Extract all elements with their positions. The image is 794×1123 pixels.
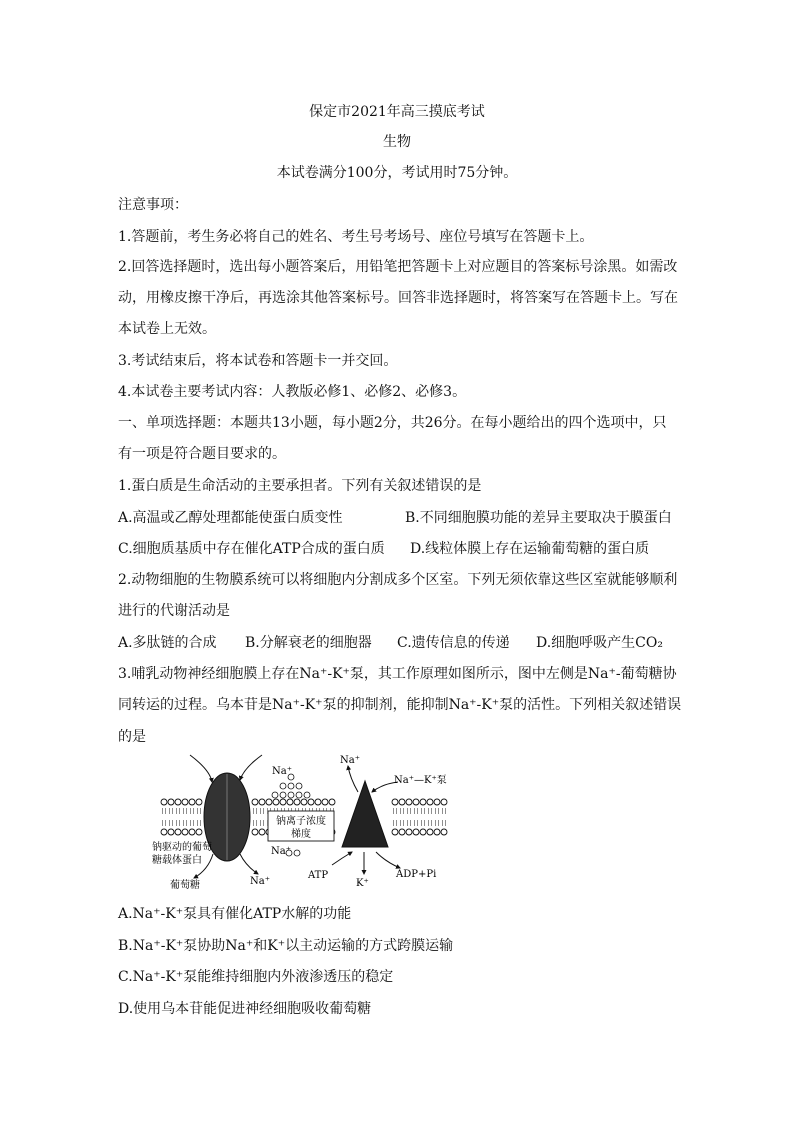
na-label-bottom-left: Na⁺ bbox=[250, 876, 270, 887]
q1-option-c: C.细胞质基质中存在催化ATP合成的蛋白质 bbox=[118, 541, 385, 557]
exam-title: 保定市2021年高三摸底考试 bbox=[309, 104, 485, 120]
q3-option-b: B.Na⁺-K⁺泵协助Na⁺和K⁺以主动运输的方式跨膜运输 bbox=[118, 938, 454, 954]
section-heading: 一、单项选择题：本题共13小题，每小题2分，共26分。在每小题给出的四个选项中，只 bbox=[118, 415, 667, 431]
atp-label: ATP bbox=[308, 870, 329, 881]
notice-item: 本试卷上无效。 bbox=[118, 321, 216, 337]
q3-option-a: A.Na⁺-K⁺泵具有催化ATP水解的功能 bbox=[118, 906, 352, 922]
na-label-top-left: Na⁺ bbox=[272, 766, 292, 777]
notice-item: 2.回答选择题时，选出每小题答案后，用铅笔把答题卡上对应题目的答案标号涂黑。如需改 bbox=[118, 259, 678, 275]
q2-option-b: B.分解衰老的细胞器 bbox=[245, 635, 372, 651]
question-1-stem: 1.蛋白质是生命活动的主要承担者。下列有关叙述错误的是 bbox=[118, 478, 482, 494]
question-3-stem-cont: 同转运的过程。乌本苷是Na⁺-K⁺泵的抑制剂，能抑制Na⁺-K⁺泵的活性。下列相关叙述错误 bbox=[118, 697, 682, 713]
notice-item: 3.考试结束后，将本试卷和答题卡一并交回。 bbox=[118, 353, 398, 369]
pump-label: Na⁺—K⁺泵 bbox=[394, 775, 447, 786]
question-3-stem-end: 的是 bbox=[118, 729, 146, 745]
notice-item: 动，用橡皮擦干净后，再选涂其他答案标号。回答非选择题时，将答案写在答题卡上。写在 bbox=[118, 290, 678, 306]
subject-title: 生物 bbox=[383, 134, 411, 150]
question-2-stem-cont: 进行的代谢活动是 bbox=[118, 603, 230, 619]
notice-heading: 注意事项： bbox=[118, 197, 188, 213]
q2-option-c: C.遗传信息的传递 bbox=[397, 635, 510, 651]
exam-info: 本试卷满分100分，考试用时75分钟。 bbox=[276, 165, 518, 181]
notice-item: 1.答题前，考生务必将自己的姓名、考生号考场号、座位号填写在答题卡上。 bbox=[118, 229, 594, 245]
q1-option-a: A.高温或乙醇处理都能使蛋白质变性 bbox=[118, 510, 343, 526]
gradient-label-line2: 梯度 bbox=[291, 829, 311, 840]
adp-label: ADP+Pi bbox=[396, 869, 437, 880]
question-2-stem: 2.动物细胞的生物膜系统可以将细胞内分割成多个区室。下列无须依靠这些区室就能够顺利 bbox=[118, 572, 678, 588]
q3-option-c: C.Na⁺-K⁺泵能维持细胞内外液渗透压的稳定 bbox=[118, 969, 394, 985]
k-label: K⁺ bbox=[356, 878, 369, 889]
notice-item: 4.本试卷主要考试内容：人教版必修1、必修2、必修3。 bbox=[118, 384, 467, 400]
na-label-bottom-mid: Na⁺ bbox=[271, 846, 291, 857]
q1-option-d: D.线粒体膜上存在运输葡萄糖的蛋白质 bbox=[410, 541, 650, 557]
na-k-pump-triangle bbox=[342, 781, 388, 847]
q2-option-a: A.多肽链的合成 bbox=[118, 635, 217, 651]
carrier-label-line2: 糖载体蛋白 bbox=[152, 855, 202, 866]
q1-option-b: B.不同细胞膜功能的差异主要取决于膜蛋白 bbox=[405, 510, 672, 526]
q3-option-d: D.使用乌本苷能促进神经细胞吸收葡萄糖 bbox=[118, 1001, 372, 1017]
q2-option-d: D.细胞呼吸产生CO₂ bbox=[536, 635, 663, 651]
carrier-label-line1: 钠驱动的葡萄 bbox=[152, 842, 212, 853]
gradient-label-line1: 钠离子浓度 bbox=[276, 816, 326, 827]
section-heading-cont: 有一项是符合题目要求的。 bbox=[118, 446, 286, 462]
na-k-pump-figure bbox=[150, 752, 470, 897]
glucose-label: 葡萄糖 bbox=[170, 880, 200, 891]
question-3-stem: 3.哺乳动物神经细胞膜上存在Na⁺-K⁺泵，其工作原理如图所示，图中左侧是Na⁺-葡萄糖协 bbox=[118, 666, 677, 682]
na-label-top-right: Na⁺ bbox=[340, 755, 360, 766]
